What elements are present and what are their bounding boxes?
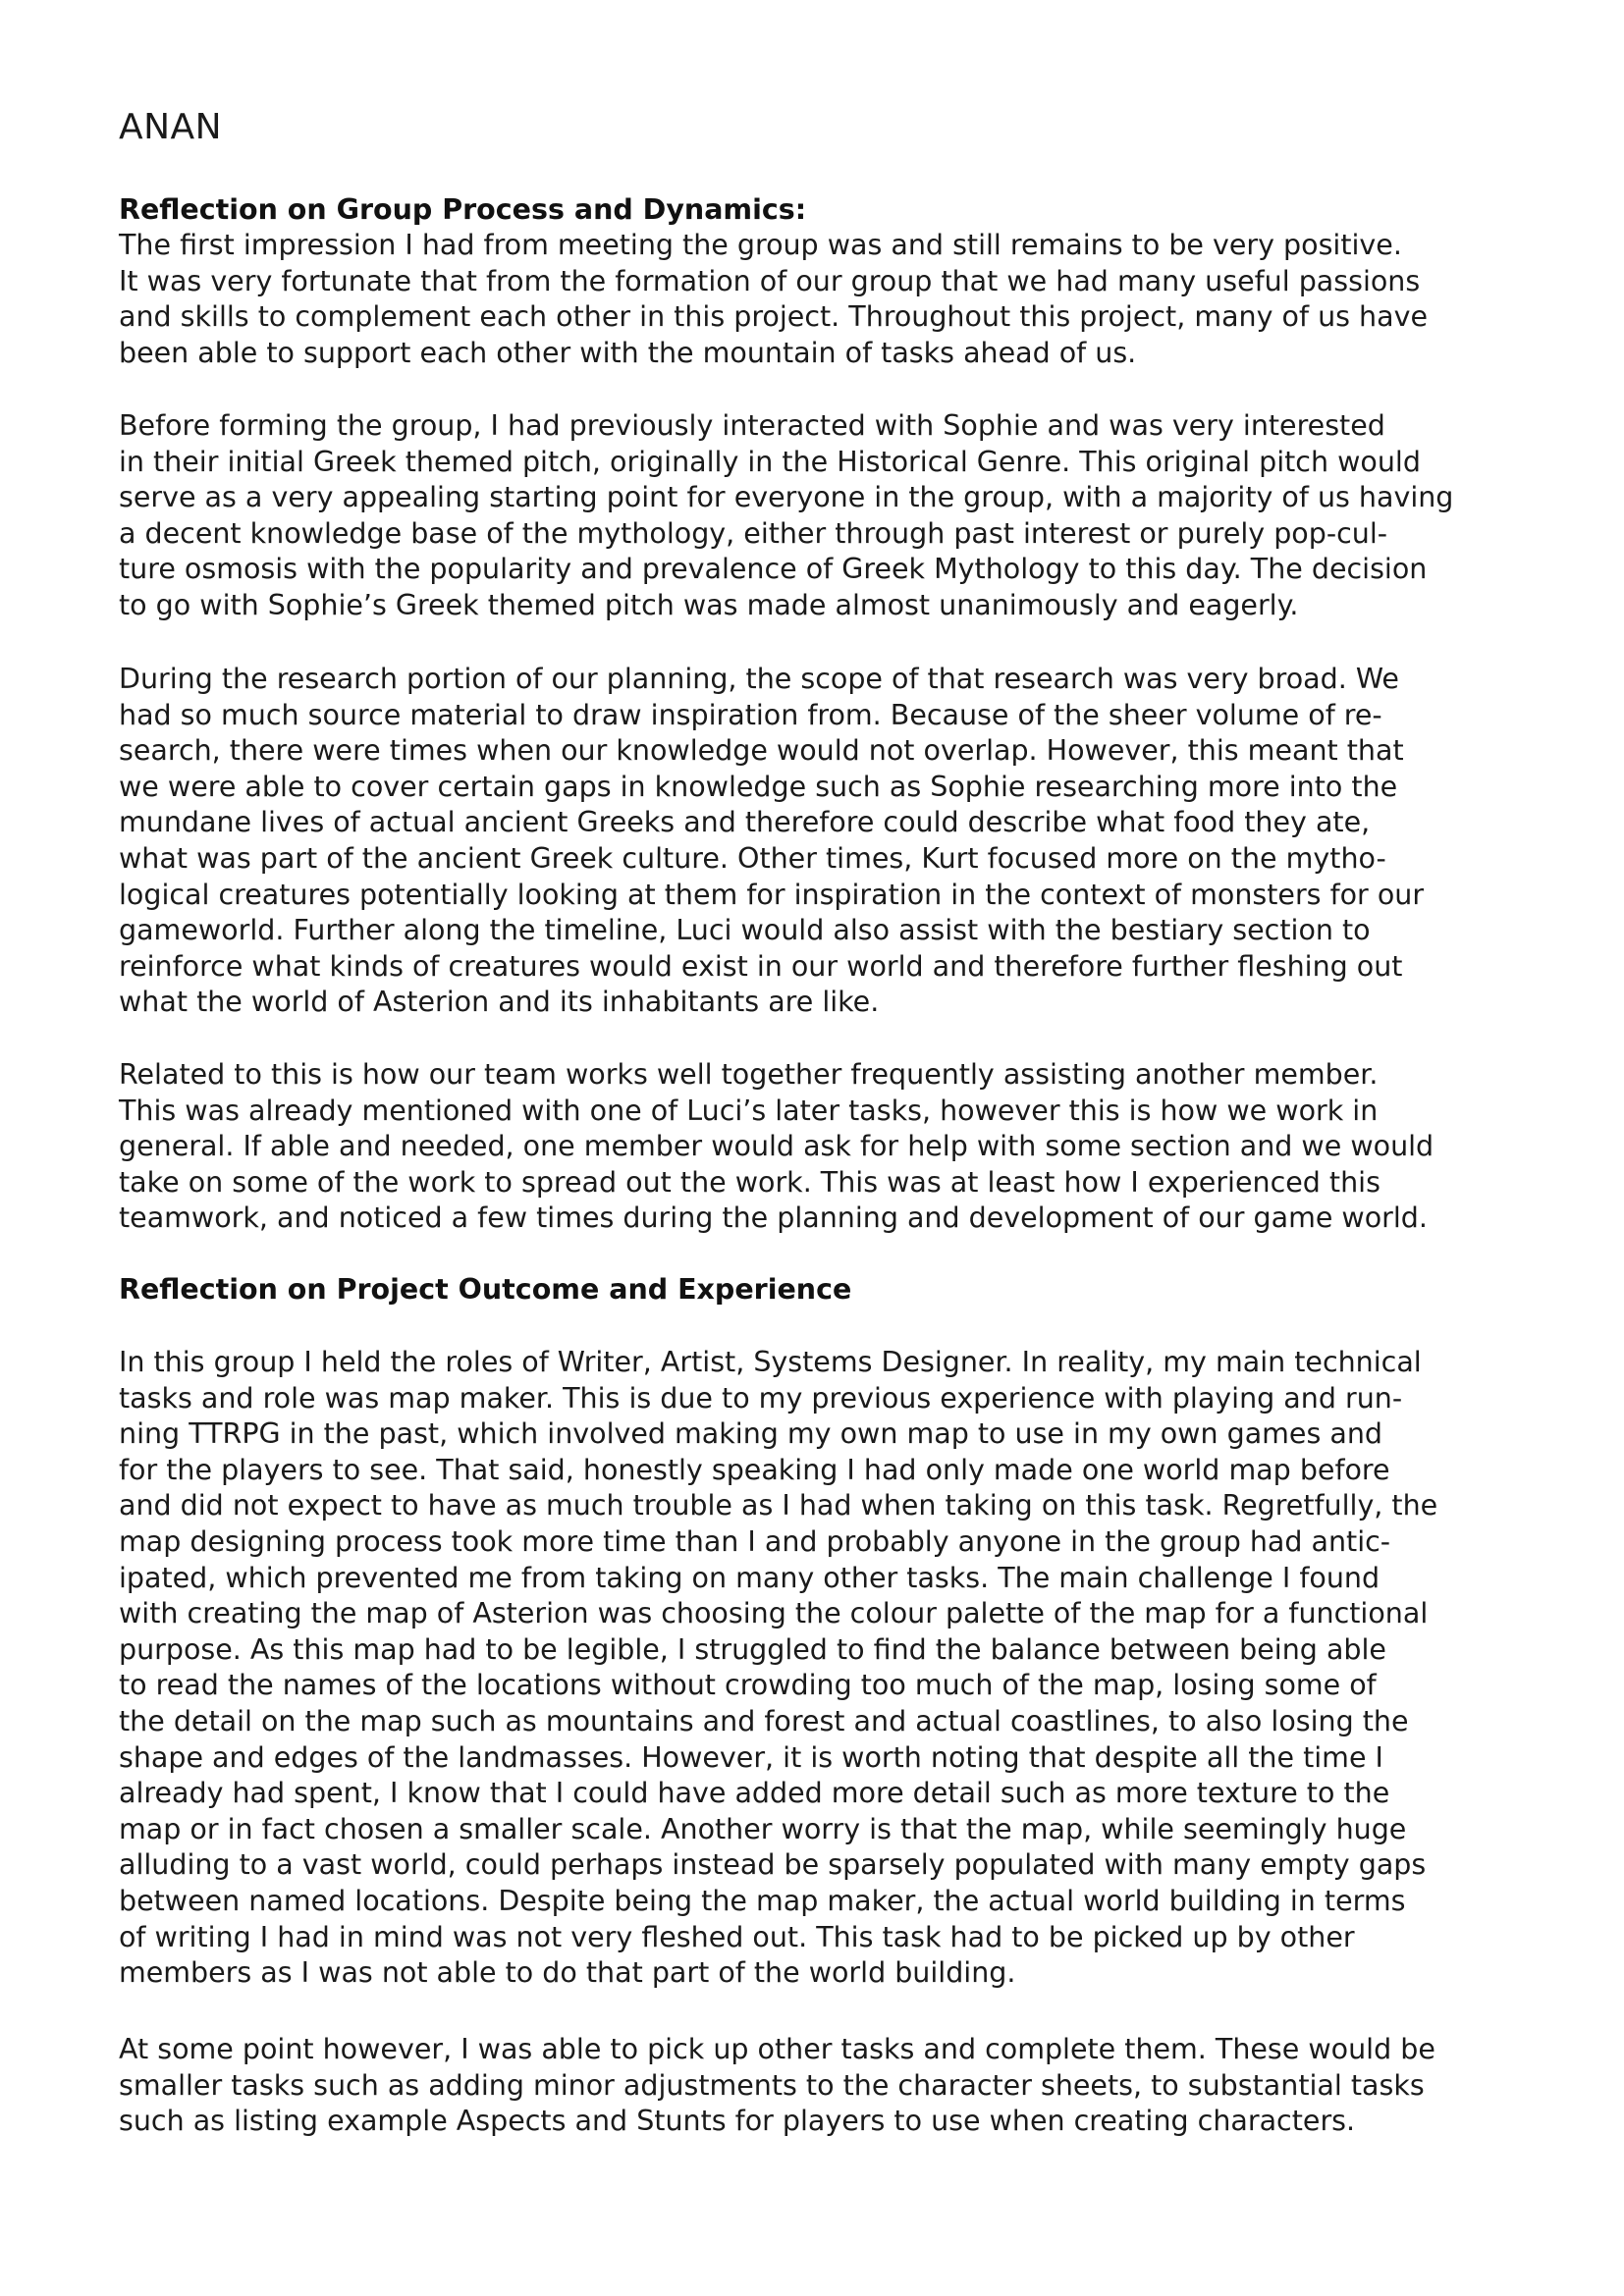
text-line: already had spent, I know that I could have added more detail such as more texture to the xyxy=(119,1777,1390,1810)
text-line: general. If able and needed, one member would ask for help with some section and we would xyxy=(119,1130,1435,1163)
text-line: the detail on the map such as mountains and forest and actual coastlines, to also losing the xyxy=(119,1704,1409,1737)
text-line: teamwork, and noticed a few times during the planning and development of our game world. xyxy=(119,1201,1428,1235)
text-line: Before forming the group, I had previously interacted with Sophie and was very interested xyxy=(119,409,1385,442)
paragraph xyxy=(119,228,1533,371)
text-line: ipated, which prevented me from taking on many other tasks. The main challenge I found xyxy=(119,1561,1380,1594)
text-line: been able to support each other with the mountain of tasks ahead of us. xyxy=(119,336,1137,369)
text-line: serve as a very appealing starting point for everyone in the group, with a majority of us having xyxy=(119,481,1454,514)
text-line: smaller tasks such as adding minor adjustments to the character sheets, to substantial tasks xyxy=(119,2068,1425,2102)
paragraph xyxy=(119,2032,1533,2140)
text-line: in their initial Greek themed pitch, originally in the Historical Genre. This original pitch would xyxy=(119,445,1421,478)
text-line: tasks and role was map maker. This is due to my previous experience with playing and run- xyxy=(119,1381,1403,1415)
text-line: This was already mentioned with one of Luci’s later tasks, however this is how we work in xyxy=(119,1094,1379,1127)
text-line: reinforce what kinds of creatures would exist in our world and therefore further fleshing out xyxy=(119,949,1403,983)
text-line: a decent knowledge base of the mythology, either through past interest or purely pop-cul- xyxy=(119,516,1388,550)
author-name: ANAN xyxy=(119,107,223,147)
text-line: map or in fact chosen a smaller scale. Another worry is that the map, while seemingly huge xyxy=(119,1812,1407,1845)
section-project-outcome xyxy=(119,1272,1533,1308)
text-line: alluding to a vast world, could perhaps instead be sparsely populated with many empty gaps xyxy=(119,1848,1427,1882)
text-line: In this group I held the roles of Writer, Artist, Systems Designer. In reality, my main technical xyxy=(119,1346,1422,1378)
text-line: what the world of Asterion and its inhabitants are like. xyxy=(119,986,880,1019)
text-line: what was part of the ancient Greek culture. Other times, Kurt focused more on the mytho- xyxy=(119,841,1386,875)
text-line: take on some of the work to spread out the work. This was at least how I experienced this xyxy=(119,1165,1380,1199)
text-line: such as listing example Aspects and Stunts for players to use when creating characters. xyxy=(119,2105,1356,2138)
text-line: At some point however, I was able to pick up other tasks and complete them. These would be xyxy=(119,2033,1435,2065)
text-line: During the research portion of our planning, the scope of that research was very broad. We xyxy=(119,663,1399,695)
text-line: to go with Sophie’s Greek themed pitch was made almost unanimously and eagerly. xyxy=(119,588,1299,621)
text-line: had so much source material to draw inspiration from. Because of the sheer volume of re- xyxy=(119,698,1382,731)
text-line: ture osmosis with the popularity and prevalence of Greek Mythology to this day. The decision xyxy=(119,553,1428,586)
section-heading: Reflection on Group Process and Dynamics: xyxy=(119,193,807,226)
paragraph xyxy=(119,408,1533,624)
text-line: gameworld. Further along the timeline, Luci would also assist with the bestiary section to xyxy=(119,914,1371,947)
paragraph xyxy=(119,1057,1533,1237)
text-line: ning TTRPG in the past, which involved making my own map to use in my own games and xyxy=(119,1417,1382,1451)
text-line: The first impression I had from meeting the group was and still remains to be very positive. xyxy=(119,229,1402,261)
text-line: with creating the map of Asterion was choosing the colour palette of the map for a functional xyxy=(119,1597,1429,1630)
section-group-process xyxy=(119,192,1533,371)
text-line: shape and edges of the landmasses. However, it is worth noting that despite all the time I xyxy=(119,1740,1383,1774)
text-line: logical creatures potentially looking at them for inspiration in the context of monsters for our xyxy=(119,878,1425,911)
paragraph xyxy=(119,662,1533,1021)
text-line: mundane lives of actual ancient Greeks and therefore could describe what food they ate, xyxy=(119,806,1371,839)
text-line: between named locations. Despite being the map maker, the actual world building in terms xyxy=(119,1884,1406,1917)
text-line: and skills to complement each other in this project. Throughout this project, many of us have xyxy=(119,300,1428,334)
text-line: we were able to cover certain gaps in knowledge such as Sophie researching more into the xyxy=(119,770,1398,803)
text-line: and did not expect to have as much trouble as I had when taking on this task. Regretfully, the xyxy=(119,1489,1438,1522)
text-line: of writing I had in mind was not very fleshed out. This task had to be picked up by other xyxy=(119,1920,1355,1953)
section-heading: Reflection on Project Outcome and Experience xyxy=(119,1273,852,1306)
text-line: for the players to see. That said, honestly speaking I had only made one world map before xyxy=(119,1453,1390,1486)
text-line: to read the names of the locations without crowding too much of the map, losing some of xyxy=(119,1669,1377,1702)
text-line: map designing process took more time than I and probably anyone in the group had antic- xyxy=(119,1524,1391,1558)
text-line: Related to this is how our team works well together frequently assisting another member. xyxy=(119,1058,1379,1091)
text-line: members as I was not able to do that part of the world building. xyxy=(119,1956,1016,1990)
paragraph xyxy=(119,1345,1533,1992)
text-line: It was very fortunate that from the formation of our group that we had many useful passions xyxy=(119,264,1421,297)
text-line: search, there were times when our knowledge would not overlap. However, this meant that xyxy=(119,734,1404,768)
text-line: purpose. As this map had to be legible, I struggled to find the balance between being able xyxy=(119,1632,1386,1666)
